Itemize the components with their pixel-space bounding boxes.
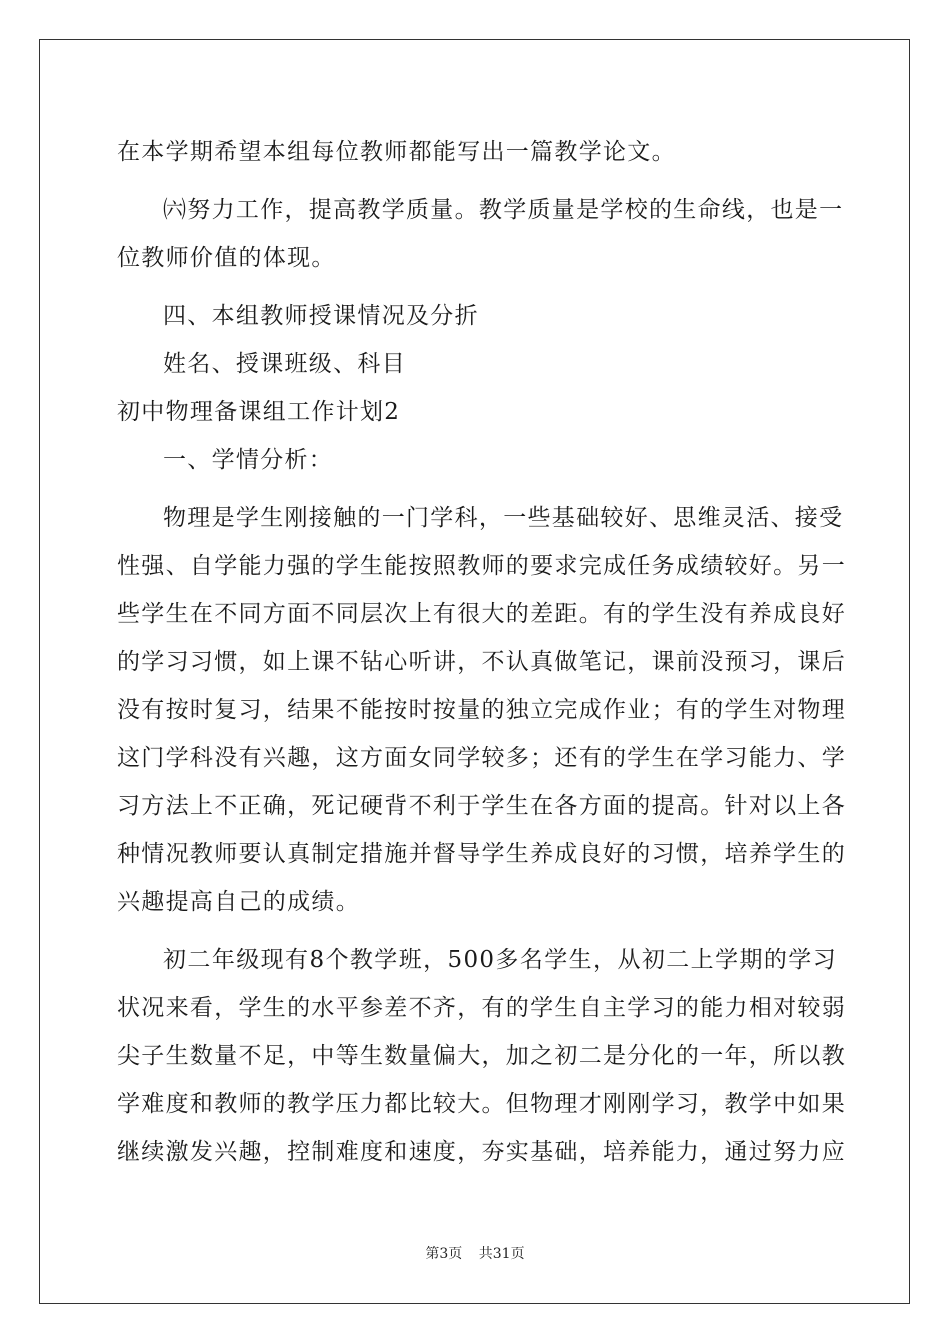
paragraph-line: 没有按时复习，结果不能按时按量的独立完成作业；有的学生对物理 bbox=[117, 697, 846, 723]
section-heading: 四、本组教师授课情况及分折 bbox=[163, 303, 479, 329]
paragraph-line: 这门学科没有兴趣，这方面女同学较多；还有的学生在学习能力、学 bbox=[117, 745, 846, 771]
paragraph-line: 性强、自学能力强的学生能按照教师的要求完成任务成绩较好。另一 bbox=[117, 553, 846, 579]
paragraph-line: 在本学期希望本组每位教师都能写出一篇教学论文。 bbox=[117, 139, 676, 165]
paragraph-line: 习方法上不正确，死记硬背不利于学生在各方面的提高。针对以上各 bbox=[117, 793, 846, 819]
paragraph-line: 姓名、授课班级、科目 bbox=[163, 351, 406, 377]
page-footer bbox=[0, 1243, 950, 1263]
paragraph-line: 种情况教师要认真制定措施并督导学生养成良好的习惯，培养学生的 bbox=[117, 841, 846, 867]
paragraph-line: 学难度和教师的教学压力都比较大。但物理才刚刚学习，教学中如果 bbox=[117, 1091, 846, 1117]
section-heading: 一、学情分析： bbox=[163, 447, 334, 473]
paragraph-line: 兴趣提高自己的成绩。 bbox=[117, 889, 360, 915]
document-title: 初中物理备课组工作计划2 bbox=[117, 399, 401, 425]
paragraph-line: 位教师价值的体现。 bbox=[117, 245, 336, 271]
paragraph-line: ㈥努力工作，提高教学质量。教学质量是学校的生命线，也是一 bbox=[163, 197, 844, 223]
paragraph-line: 尖子生数量不足，中等生数量偏大，加之初二是分化的一年，所以教 bbox=[117, 1043, 846, 1069]
paragraph-line: 状况来看，学生的水平参差不齐，有的学生自主学习的能力相对较弱 bbox=[117, 995, 846, 1021]
page-total: 共31页 bbox=[478, 1246, 525, 1262]
paragraph-line: 些学生在不同方面不同层次上有很大的差距。有的学生没有养成良好 bbox=[117, 601, 846, 627]
document-body bbox=[117, 128, 846, 1176]
page-number: 第3页 bbox=[425, 1246, 463, 1262]
paragraph-line: 物理是学生刚接触的一门学科，一些基础较好、思维灵活、接受 bbox=[163, 505, 844, 531]
paragraph-line: 继续激发兴趣，控制难度和速度，夯实基础，培养能力，通过努力应 bbox=[117, 1139, 846, 1165]
paragraph-line: 初二年级现有8个教学班，500多名学生，从初二上学期的学习 bbox=[163, 947, 837, 973]
paragraph-line: 的学习习惯，如上课不钻心听讲，不认真做笔记，课前没预习，课后 bbox=[117, 649, 846, 675]
